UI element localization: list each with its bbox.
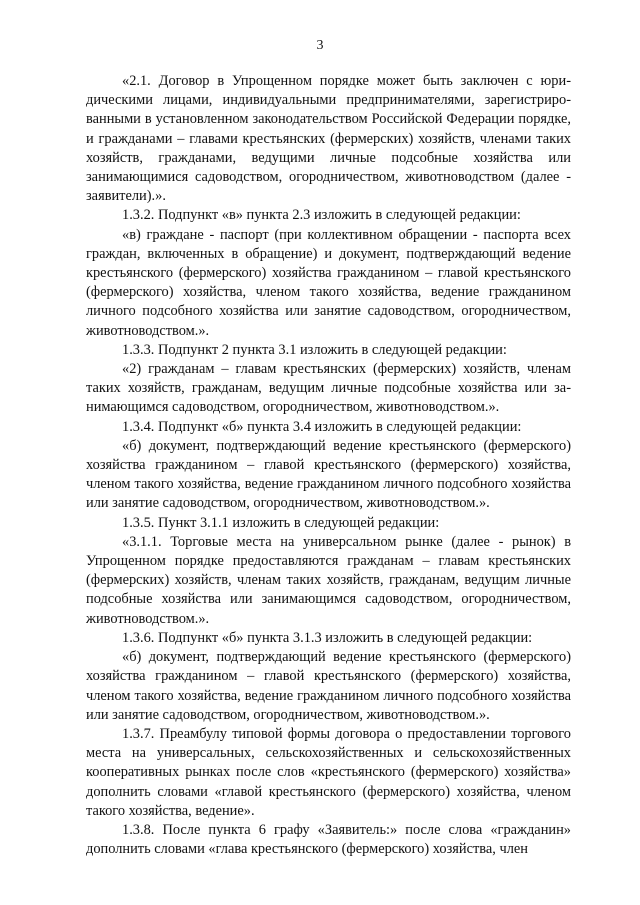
paragraph-1-3-5-heading: 1.3.5. Пункт 3.1.1 изложить в следующей редакции: bbox=[122, 514, 440, 531]
paragraph-2-1: «2.1. Договор в Упрощенном порядке может быть заключен с юридическими лицами, индивидуальными предпринимателями, зарегистрированными в установленном законодательством Российской Федерации порядке, и гражданами – главами крестьянских (фермерских) хозяйств, членами таких хозяйств, гражданами, ведущими личные подсобные хозяйства или занимающимися садоводством, огородничеством, животноводством (далее - заявители).». bbox=[86, 73, 571, 205]
paragraph-1-3-3-heading: 1.3.3. Подпункт 2 пункта 3.1 изложить в следующей редакции: bbox=[122, 341, 507, 358]
paragraph-1-3-4-heading: 1.3.4. Подпункт «б» пункта 3.4 изложить в следующей редакции: bbox=[122, 418, 522, 435]
paragraph-1-3-6-text: «б) документ, подтверждающий ведение крестьянского (фермерского) хозяйства гражданином – главой крестьянского (фермерского) хозяйства, членом такого хозяйства, ведение гражданином личного подсобного хозяйства или занятие садоводством, огородничеством, животноводством.». bbox=[86, 649, 571, 723]
paragraph-1-3-6-heading: 1.3.6. Подпункт «б» пункта 3.1.3 изложить в следующей редакции: bbox=[122, 629, 533, 646]
page-number: 3 bbox=[316, 38, 324, 53]
paragraph-1-3-3-text: «2) гражданам – главам крестьянских (фермерских) хозяйств, членам таких хозяйств, гражданам, ведущим личные подсобные хозяйства или занимающимся садоводством, огородничеством, животноводством.». bbox=[86, 361, 571, 416]
paragraph-1-3-4-text: «б) документ, подтверждающий ведение крестьянского (фермерского) хозяйства гражданином – главой крестьянского (фермерского) хозяйства, членом такого хозяйства, ведение гражданином личного подсобного хозяйства или занятие садоводством, огородничеством, животноводством.». bbox=[86, 437, 571, 512]
paragraph-1-3-2-heading: 1.3.2. Подпункт «в» пункта 2.3 изложить в следующей редакции: bbox=[122, 207, 521, 224]
paragraph-1-3-7: 1.3.7. Преамбулу типовой формы договора о предоставлении торгового места на универсальных, сельскохозяйственных и сельскохозяйственных кооперативных рынках после слов «крестьянского (фермерского) хозяйства» дополнить словами «главой крестьянского (фермерского) хозяйства, членом такого хозяйства, ведение». bbox=[86, 725, 571, 819]
paragraph-1-3-5-text: «3.1.1. Торговые места на универсальном рынке (далее - рынок) в Упрощенном порядке предоставляются гражданам – главам крестьянских (фермерских) хозяйств, членам таких хозяйств, гражданам, ведущим личные подсобные хозяйства или занимающимся садоводством, огородничеством, животноводством.». bbox=[86, 533, 571, 627]
document-body bbox=[86, 72, 571, 859]
paragraph-1-3-8: 1.3.8. После пункта 6 графу «Заявитель:» после слова «гражданин» дополнить словами «глава крестьянского (фермерского) хозяйства, член bbox=[86, 821, 571, 858]
paragraph-1-3-2-text: «в) граждане - паспорт (при коллективном обращении - паспорта всех граждан, включенных в обращение) и документ, подтверждающий ведение крестьянского (фермерского) хозяйства гражданином – главой крестьянского (фермерского) хозяйства, членом такого хозяйства, ведение гражданином личного подсобного хозяйства или занятие садоводством, огородничеством, животноводством.». bbox=[86, 226, 571, 339]
